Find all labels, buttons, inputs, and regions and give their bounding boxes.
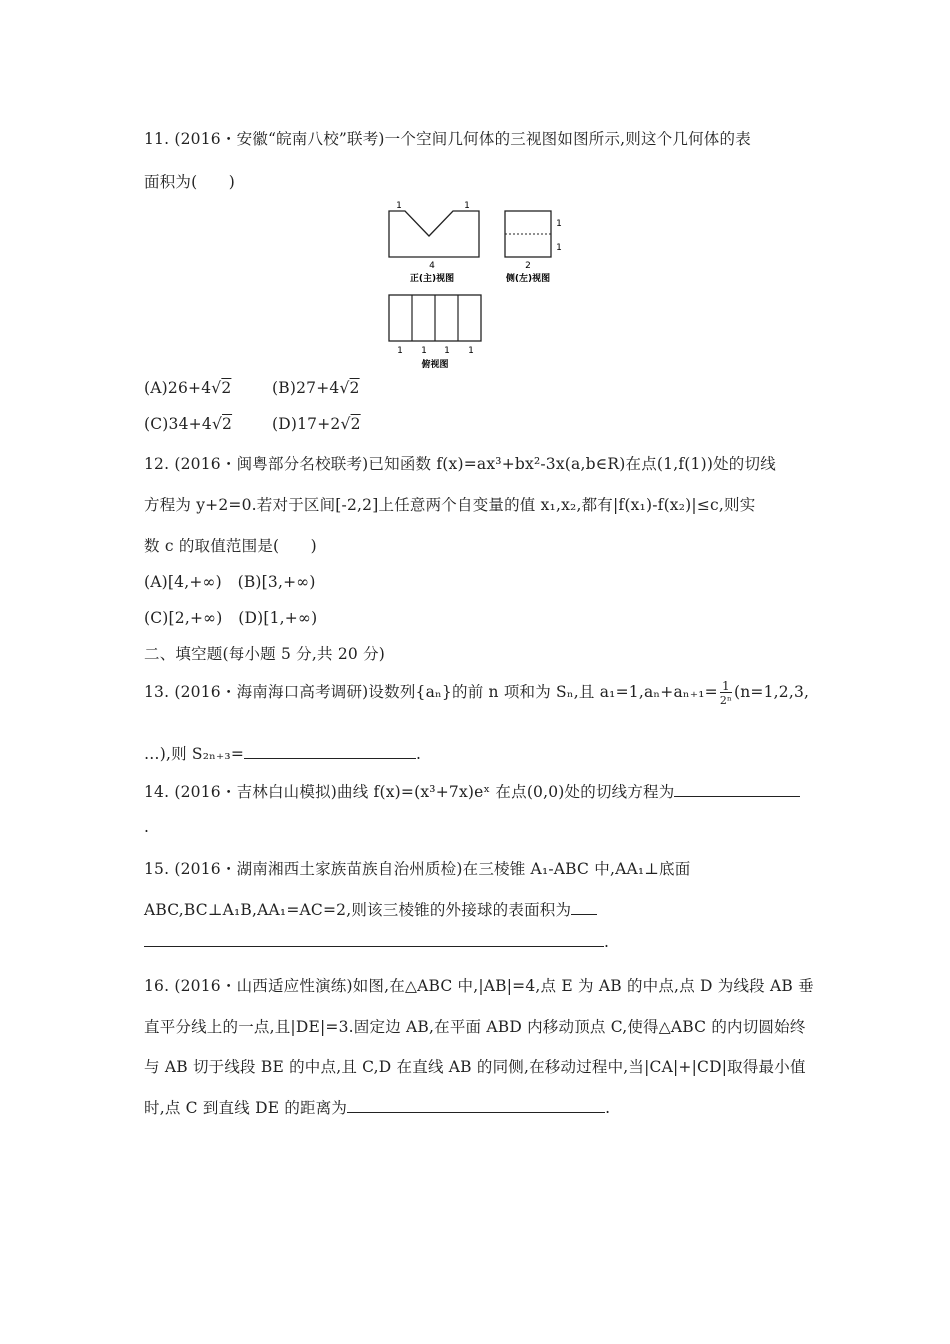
q12-stem-line1: 12. (2016・闽粤部分名校联考)已知函数 f(x)=ax³+bx²-3x(a,b∈R)在点(1,f(1))处的切线	[144, 455, 776, 473]
q11-option-d	[272, 415, 361, 433]
section-heading: 二、填空题(每小题 5 分,共 20 分)	[144, 645, 386, 663]
q16-answer-blank[interactable]	[347, 1098, 605, 1113]
three-view-figure	[385, 200, 575, 379]
top-view-caption: 俯视图	[421, 360, 449, 370]
q13-line2-tail: .	[416, 745, 422, 763]
top-view-width-label: 1	[444, 346, 450, 356]
q15-stem-line1: 15. (2016・湖南湘西土家族苗族自治州质检)在三棱锥 A₁-ABC 中,AA₁⊥底面	[144, 860, 691, 878]
q14-answer-blank[interactable]	[674, 782, 800, 797]
side-view-shape	[505, 211, 551, 257]
q11-option-c	[144, 415, 232, 433]
q13-fraction-denominator: 2ⁿ	[719, 694, 732, 707]
q15-stem-line2	[144, 898, 597, 920]
front-view-shape	[389, 211, 479, 257]
q16-line4-text: 时,点 C 到直线 DE 的距离为	[144, 1099, 348, 1117]
q13-stem-line1	[144, 680, 809, 706]
q16-stem-line4	[144, 1096, 610, 1118]
q11-stem-line1: 11. (2016・安徽“皖南八校”联考)一个空间几何体的三视图如图所示,则这个几何体的表	[144, 130, 751, 148]
q12-stem-line2: 方程为 y+2=0.若对于区间[-2,2]上任意两个自变量的值 x₁,x₂,都有|f(x₁)-f(x₂)|≤c,则实	[144, 496, 756, 514]
q11-option-a-label: (A)26+4	[144, 379, 212, 397]
q15-line2-text: ABC,BC⊥A₁B,AA₁=AC=2,则该三棱锥的外接球的表面积为	[144, 901, 572, 919]
sqrt-sign: √	[211, 415, 223, 433]
q13-answer-blank[interactable]	[244, 744, 416, 759]
sqrt-sign: √	[211, 379, 222, 397]
top-view-width-label: 1	[468, 346, 474, 356]
q11-option-b-label: (B)27+4	[272, 379, 340, 397]
q15-answer-blank-start[interactable]	[571, 900, 597, 915]
q13-fraction-numerator: 1	[720, 680, 732, 693]
q12-options-row2: (C)[2,+∞) (D)[1,+∞)	[144, 609, 318, 627]
q11-option-c-radicand: 2	[222, 415, 233, 433]
front-view-top-right-label: 1	[464, 201, 470, 211]
q11-option-b	[272, 379, 360, 397]
sqrt-sign: √	[340, 415, 351, 433]
side-view-right-top-label: 1	[556, 219, 562, 229]
q13-line2-text: …),则 S₂ₙ₊₃=	[144, 745, 245, 763]
q16-line4-tail: .	[605, 1099, 611, 1117]
q13-stem-line2	[144, 742, 421, 764]
front-view-bottom-label: 4	[429, 261, 435, 271]
side-view-right-bottom-label: 1	[556, 243, 562, 253]
q12-stem-line3: 数 c 的取值范围是( )	[144, 537, 317, 555]
sqrt-sign: √	[339, 379, 350, 397]
q15-stem-line3	[144, 932, 609, 951]
q14-stem-line1	[144, 780, 800, 802]
side-view-caption: 侧(左)视图	[505, 274, 551, 284]
top-view-width-label: 1	[421, 346, 427, 356]
q16-stem-line2: 直平分线上的一点,且|DE|=3.固定边 AB,在平面 ABD 内移动顶点 C,使得△ABC 的内切圆始终	[144, 1018, 806, 1036]
q16-stem-line1: 16. (2016・山西适应性演练)如图,在△ABC 中,|AB|=4,点 E 为 AB 的中点,点 D 为线段 AB 垂	[144, 977, 814, 995]
q12-options-row1: (A)[4,+∞) (B)[3,+∞)	[144, 573, 316, 591]
q14-line1-text: 14. (2016・吉林白山模拟)曲线 f(x)=(x³+7x)eˣ 在点(0,0)处的切线方程为	[144, 783, 675, 801]
q11-option-d-label: (D)17+2	[272, 415, 341, 433]
q11-option-a	[144, 379, 231, 397]
q11-stem-line2: 面积为( )	[144, 173, 235, 191]
q15-line3-tail: .	[604, 933, 610, 951]
q11-option-b-radicand: 2	[349, 379, 360, 397]
three-view-drawing	[385, 200, 575, 375]
q15-answer-blank[interactable]	[144, 932, 604, 947]
top-view-width-label: 1	[397, 346, 403, 356]
q14-stem-line2: .	[144, 818, 150, 836]
q16-stem-line3: 与 AB 切于线段 BE 的中点,且 C,D 在直线 AB 的同侧,在移动过程中,当|CA|+|CD|取得最小值	[144, 1058, 806, 1076]
q11-option-d-radicand: 2	[350, 415, 361, 433]
front-view-top-left-label: 1	[396, 201, 402, 211]
q11-option-a-radicand: 2	[221, 379, 232, 397]
q11-option-c-label: (C)34+4	[144, 415, 212, 433]
q13-fraction	[720, 680, 732, 706]
front-view-caption: 正(主)视图	[409, 274, 455, 284]
side-view-bottom-label: 2	[525, 261, 531, 271]
q13-line1-tail: (n=1,2,3,	[734, 683, 810, 701]
q13-line1-text: 13. (2016・海南海口高考调研)设数列{aₙ}的前 n 项和为 Sₙ,且 a₁=1,aₙ+aₙ₊₁=	[144, 683, 718, 701]
